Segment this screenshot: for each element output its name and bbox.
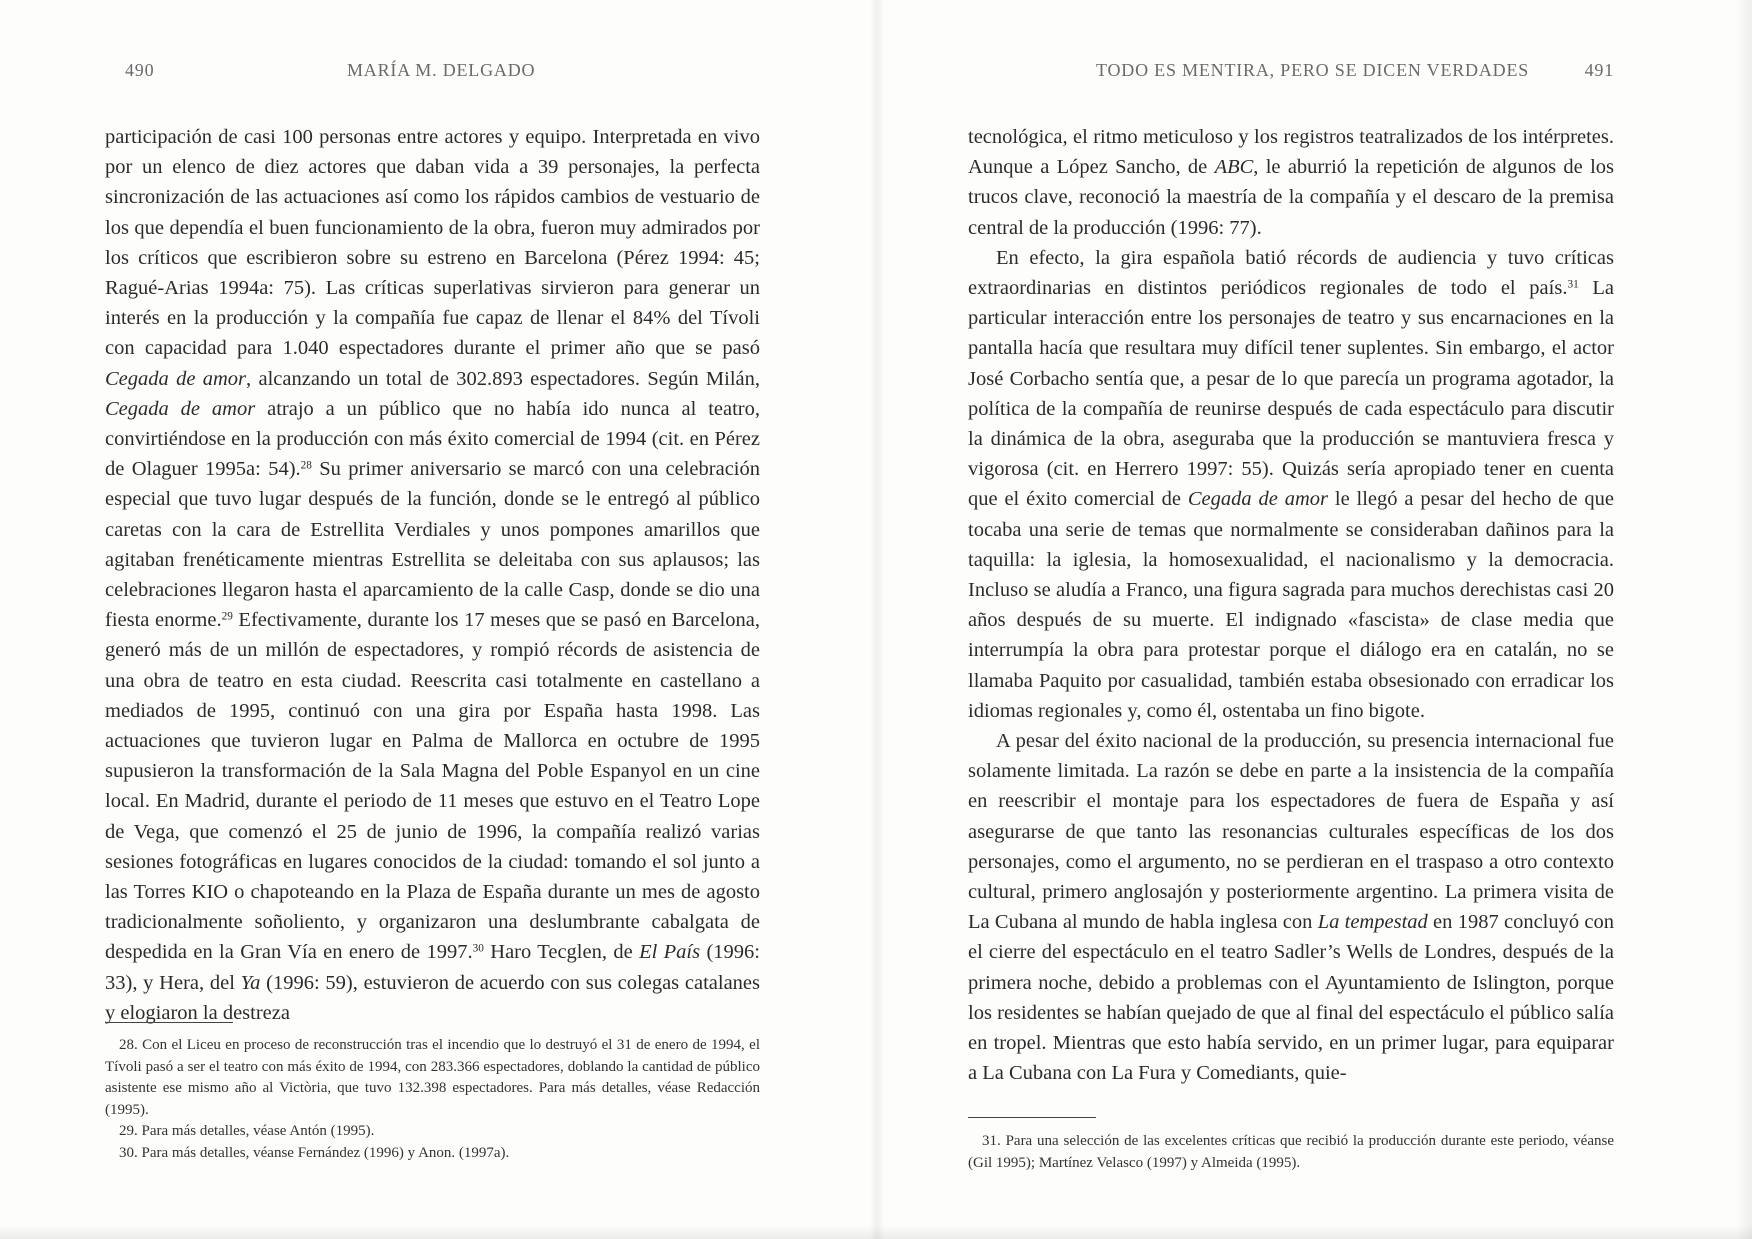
right-page (968, 0, 1614, 1239)
footnote-30: 30. Para más detalles, véanse Fernández (1996) y Anon. (1997a). (119, 1144, 510, 1161)
left-body-text (105, 122, 760, 1028)
footnote-29: 29. Para más detalles, véase Antón (1995). (119, 1123, 375, 1139)
page-number-left: 490 (125, 60, 155, 80)
right-paragraph-1: tecnológica, el ritmo meticuloso y los registros teatralizados de los intérpretes. Aunque a López Sancho, de ABC, le aburrió la repetición de algunos de los trucos clave, reconoció la maestría de la compañía y el descaro de la premisa central de la producción (1996: 77). (968, 126, 1615, 239)
footnote-rule-left (105, 1022, 233, 1023)
book-gutter (870, 0, 884, 1239)
chapter-running-head: TODO ES MENTIRA, PERO SE DICEN VERDADES (1096, 60, 1530, 80)
footnote-rule-right (968, 1117, 1096, 1118)
footnote-ref-28: 28 (300, 459, 312, 472)
footnote-ref-31: 31 (1567, 278, 1579, 291)
footnote-ref-30: 30 (472, 942, 484, 955)
left-page (105, 0, 760, 1239)
footnote-ref-29: 29 (221, 610, 233, 623)
left-footnotes (105, 1035, 760, 1164)
right-running-head (968, 60, 1614, 90)
right-paragraph-2: En efecto, la gira española batió récords de audiencia y tuvo críticas extraordinarias en distintos periódicos regionales de todo el país.$^{31}$ La particular interacción entre los personajes de teatro y sus encarnaciones en la pantalla hacía que resultara muy difícil tener suplentes. Sin embargo, el actor José Corbacho sentía que, a pesar de lo que parecía un programa agotador, la política de la compañía de reunirse después de cada espectáculo para discutir la dinámica de la obra, aseguraba que la producción se mantuviera fresca y vigorosa (cit. en Herrero 1997: 55). Quizás sería apropiado tener en cuenta que el éxito comercial de Cegada de amor le llegó a pesar del hecho de que tocaba una serie de temas que normalmente se consideraban dañinos para la taquilla: la iglesia, la homosexualidad, el nacionalismo y la democracia. Incluso se aludía a Franco, una figura sagrada para muchos derechistas casi 20 años después de su muerte. El indignado «fascista» de clase media que interrumpía la obra para protestar porque el diálogo era en catalán, no se llamaba Paquito por casualidad, también estaba obsesionado con erradicar los idiomas regionales y, como él, ostentaba un fino bigote. (968, 246, 1615, 722)
page-edge-shadow (1736, 0, 1752, 1239)
left-running-head (105, 60, 760, 90)
footnote-31: 31. Para una selección de las excelentes críticas que recibió la producción durante este periodo, véanse (Gil 1995); Martínez Velasco (1997) y Almeida (1995). (968, 1133, 1614, 1171)
scan-bottom-shadow (0, 1225, 1752, 1239)
footnote-28: 28. Con el Liceu en proceso de reconstrucción tras el incendio que lo destruyó el 31 de enero de 1994, el Tívoli pasó a ser el teatro con más éxito de 1994, con 283.366 espectadores, doblando la cantidad de público asistente ese mismo año al Victòria, que tuvo 132.398 espectadores. Para más detalles, véase Redacción (1995). (105, 1037, 760, 1118)
author-running-head: MARÍA M. DELGADO (347, 60, 536, 80)
right-body-text (968, 122, 1614, 1089)
right-footnotes (968, 1131, 1614, 1174)
right-paragraph-3: A pesar del éxito nacional de la producción, su presencia internacional fue solamente limitada. La razón se debe en parte a la insistencia de la compañía en reescribir el montaje para los espectadores de fuera de España y así asegurarse de que tanto las resonancias culturales específicas de los dos personajes, como el argumento, no se perdieran en el traspaso a otro contexto cultural, primero anglosajón y posteriormente argentino. La primera visita de La Cubana al mundo de habla inglesa con La tempestad en 1987 concluyó con el cierre del espectáculo en el teatro Sadler’s Wells de Londres, después de la primera noche, debido a problemas con el Ayuntamiento de Islington, porque los residentes se habían quejado de que al final del espectáculo el público salía en tropel. Mientras que esto había servido, en un primer lugar, para equiparar a La Cubana con La Fura y Comediants, quie- (968, 730, 1615, 1085)
left-paragraph: participación de casi 100 personas entre actores y equipo. Interpretada en vivo por un elenco de diez actores que daban vida a 39 personajes, la perfecta sincronización de las actuaciones así como los rápidos cambios de vestuario de los que dependía el buen funcionamiento de la obra, fueron muy admirados por los críticos que escribieron sobre su estreno en Barcelona (Pérez 1994: 45; Ragué-Arias 1994a: 75). Las críticas superlativas sirvieron para generar un interés en la producción y la compañía fue capaz de llenar el 84% del Tívoli con capacidad para 1.040 espectadores durante el primer año que se pasó Cegada de amor, alcanzando un total de 302.893 espectadores. Según Milán, Cegada de amor atrajo a un público que no había ido nunca al teatro, convirtiéndose en la producción con más éxito comercial de 1994 (cit. en Pérez de Olaguer 1995a: 54).$^{28}$ Su primer aniversario se marcó con una celebración especial que tuvo lugar después de la función, donde se le entregó al público caretas con la cara de Estrellita Verdiales y unos pompones amarillos que agitaban frenéticamente mientras Estrellita se deleitaba con sus aplausos; las celebraciones llegaron hasta el aparcamiento de la calle Casp, donde se dio una fiesta enorme.$^{29}$ Efectivamente, durante los 17 meses que se pasó en Barcelona, generó más de un millón de espectadores, y rompió récords de asistencia de una obra de teatro en esta ciudad. Reescrita casi totalmente en castellano a mediados de 1995, continuó con una gira por España hasta 1998. Las actuaciones que tuvieron lugar en Palma de Mallorca en octubre de 1995 supusieron la transformación de la Sala Magna del Poble Espanyol en un cine local. En Madrid, durante el periodo de 11 meses que estuvo en el Teatro Lope de Vega, que comenzó el 25 de junio de 1996, la compañía realizó varias sesiones fotográficas en lugares conocidos de la ciudad: tomando el sol junto a las Torres KIO o chapoteando en la Plaza de España durante un mes de agosto tradicionalmente soñoliento, y organizaron una deslumbrante cabalgata de despedida en la Gran Vía en enero de 1997.30 Haro Tecglen, de El País (1996: 33), y Hera, del Ya (1996: 59), estuvieron de acuerdo con sus colegas catalanes y elogiaron la destreza (105, 126, 761, 1024)
page-number-right: 491 (1584, 60, 1614, 80)
